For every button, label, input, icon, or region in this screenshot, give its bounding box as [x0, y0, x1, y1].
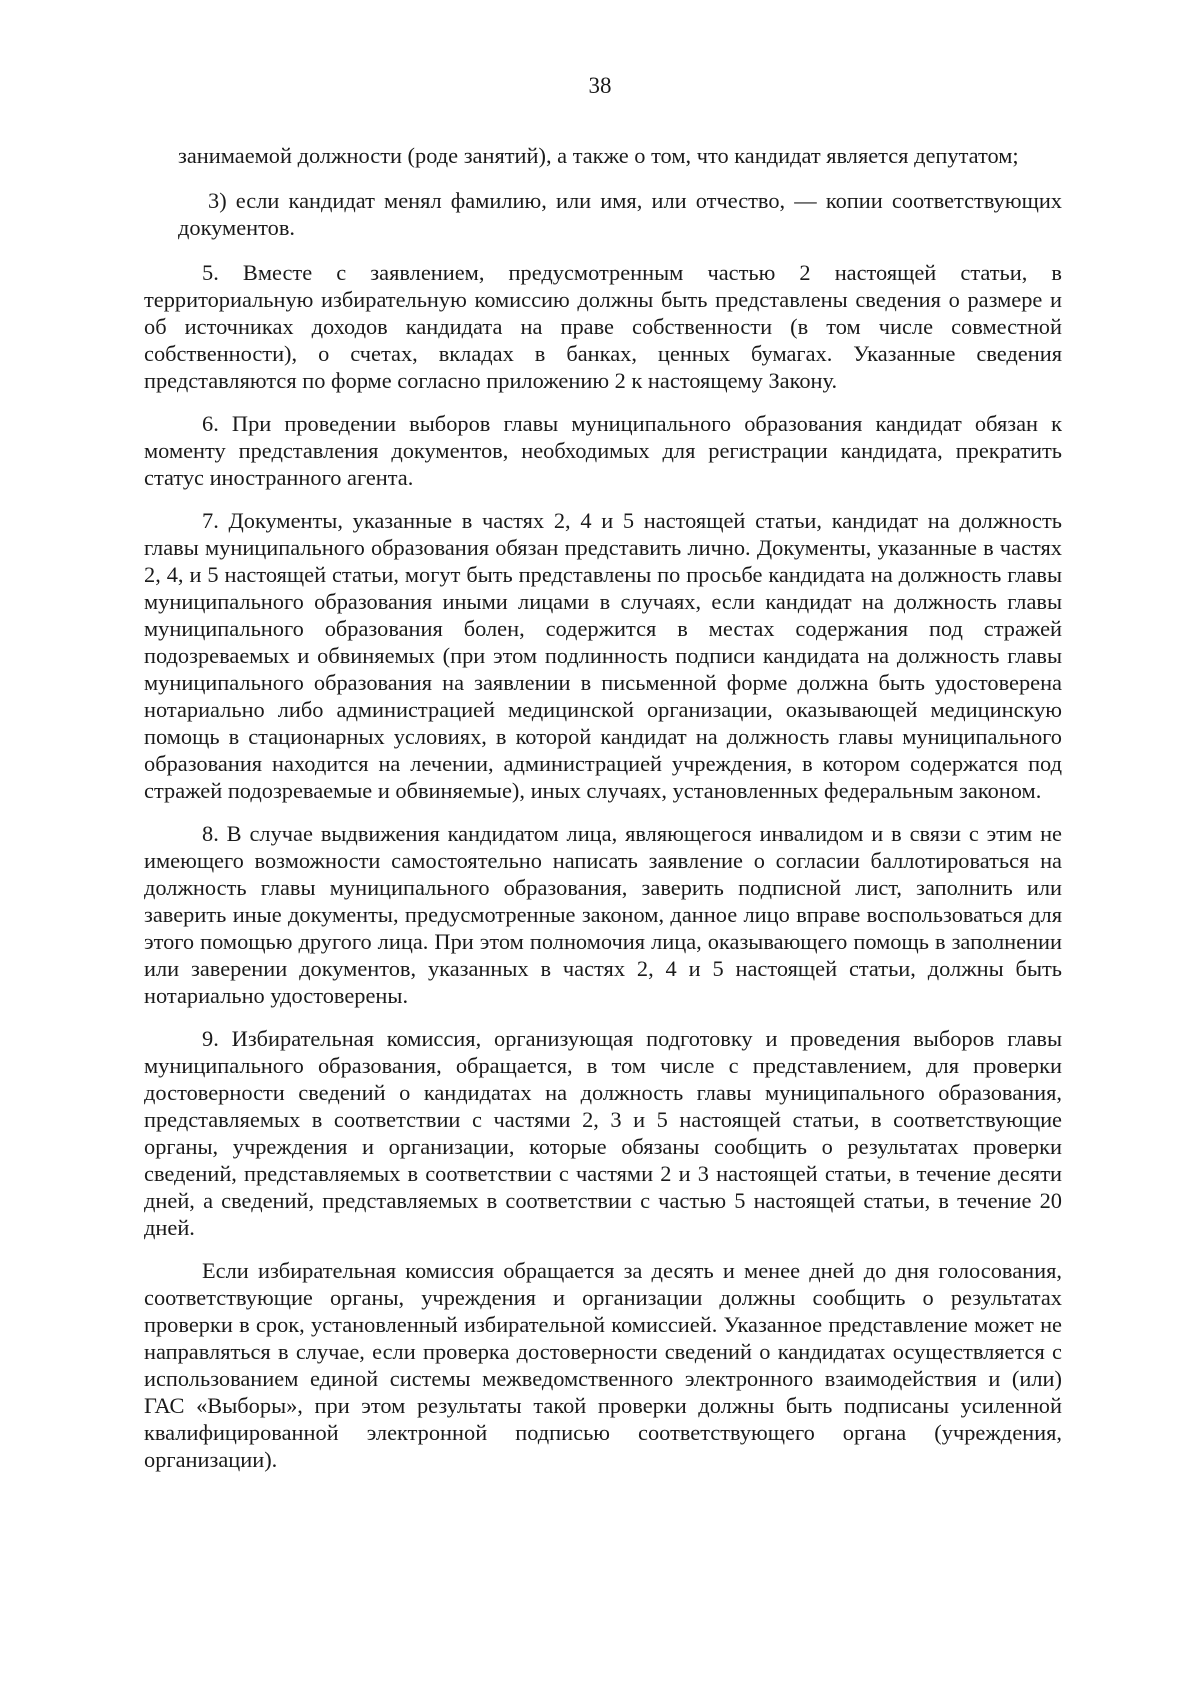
paragraph-9-continued: Если избирательная комиссия обращается за десять и менее дней до дня голосования, соответствующие органы, учреждения и организации должны сообщить о результатах проверки в срок, установленный избирательной комиссией. Указанное представление может не направляться в случае, если проверка достоверности сведений о кандидатах осуществляется с использованием единой системы межведомственного электронного взаимодействия и (или) ГАС «Выборы», при этом результаты такой проверки должны быть подписаны усиленной квалифицированной электронной подписью соответствующего органа (учреждения, организации). [144, 1258, 1062, 1472]
paragraph-subitem-3: 3) если кандидат менял фамилию, или имя, или отчество, — копии соответствующих документов. [178, 188, 1062, 240]
document-body [144, 142, 1062, 1489]
paragraph-7: 7. Документы, указанные в частях 2, 4 и 5 настоящей статьи, кандидат на должность главы муниципального образования обязан представить лично. Документы, указанные в частях 2, 4, и 5 настоящей статьи, могут быть представлены по просьбе кандидата на должность главы муниципального образования иными лицами в случаях, если кандидат на должность главы муниципального образования болен, содержится в местах содержания под стражей подозреваемых и обвиняемых (при этом подлинность подписи кандидата на должность главы муниципального образования на заявлении в письменной форме должна быть удостоверена нотариально либо администрацией медицинской организации, оказывающей медицинскую помощь в стационарных условиях, в которой кандидат на должность главы муниципального образования находится на лечении, администрацией учреждения, в котором содержатся под стражей подозреваемые и обвиняемые), иных случаях, установленных федеральным законом. [144, 508, 1062, 803]
page-number: 38 [588, 73, 612, 98]
paragraph-continuation: занимаемой должности (роде занятий), а также о том, что кандидат является депутатом; [178, 143, 1019, 168]
paragraph-9: 9. Избирательная комиссия, организующая подготовку и проведения выборов главы муниципального образования, обращается, в том числе с представлением, для проверки достоверности сведений о кандидатах на должность главы муниципального образования, представляемых в соответствии с частями 2, 3 и 5 настоящей статьи, в соответствующие органы, учреждения и организации, которые обязаны сообщить о результатах проверки сведений, представляемых в соответствии с частями 2 и 3 настоящей статьи, в течение десяти дней, а сведений, представляемых в соответствии с частью 5 настоящей статьи, в течение 20 дней. [144, 1026, 1062, 1240]
paragraph-5: 5. Вместе с заявлением, предусмотренным частью 2 настоящей статьи, в территориальную избирательную комиссию должны быть представлены сведения о размере и об источниках доходов кандидата на праве собственности (в том числе совместной собственности), о счетах, вкладах в банках, ценных бумагах. Указанные сведения представляются по форме согласно приложению 2 к настоящему Закону. [144, 260, 1062, 393]
paragraph-6: 6. При проведении выборов главы муниципального образования кандидат обязан к моменту представления документов, необходимых для регистрации кандидата, прекратить статус иностранного агента. [144, 411, 1062, 490]
paragraph-8: 8. В случае выдвижения кандидатом лица, являющегося инвалидом и в связи с этим не имеющего возможности самостоятельно написать заявление о согласии баллотироваться на должность главы муниципального образования, заверить подписной лист, заполнить или заверить иные документы, предусмотренные законом, данное лицо вправе воспользоваться для этого помощью другого лица. При этом полномочия лица, оказывающего помощь в заполнении или заверении документов, указанных в частях 2, 4 и 5 настоящей статьи, должны быть нотариально удостоверены. [144, 821, 1062, 1008]
